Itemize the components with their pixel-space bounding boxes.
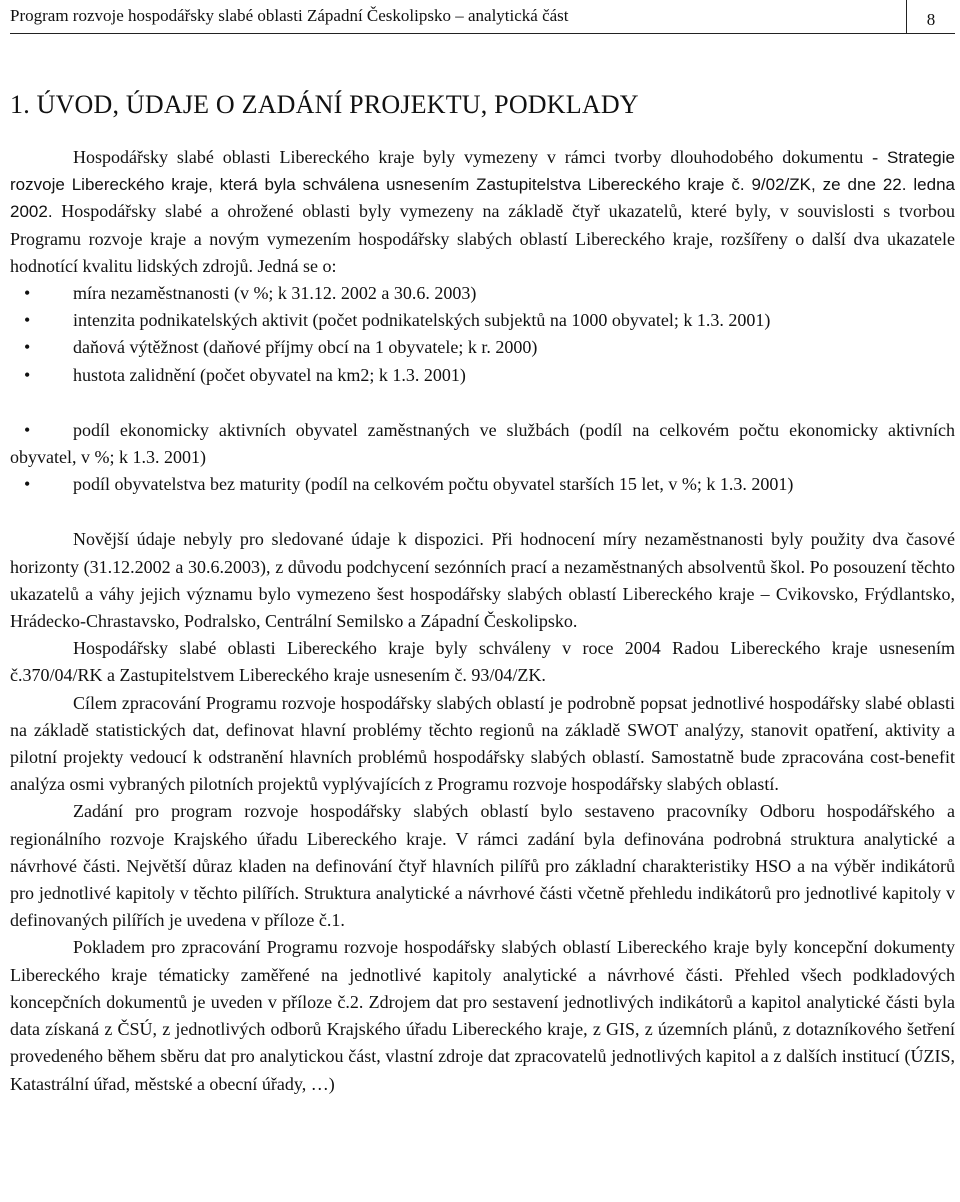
paragraph-data-sources: Novější údaje nebyly pro sledované údaje k dispozici. Při hodnocení míry nezaměstnanosti byly použity dva časové horizonty (31.12.2002 a 30.6.2003), z důvodu podchycení sezónních prací a nezaměstnaných absolventů škol. Po posouzení těchto ukazatelů a váhy jejich významu bylo vymezeno šest hospodářsky slabých oblastí Libereckého kraje – Cvikovsko, Frýdlantsko, Hrádecko-Chrastavsko, Podralsko, Centrální Semilsko a Západní Českolipsko. xyxy=(10,529,955,632)
document-page xyxy=(10,0,955,1098)
list-item-text: míra nezaměstnanosti (v %; k 31.12. 2002 a 30.6. 2003) xyxy=(73,283,477,304)
document-body xyxy=(10,144,955,1098)
paragraph-assignment: Zadání pro program rozvoje hospodářsky slabých oblastí bylo sestaveno pracovníky Odboru hospodářského a regionálního rozvoje Krajského úřadu Libereckého kraje. V rámci zadání byla definována podrobná struktura analytické a návrhové části. Největší důraz kladen na definování čtyř hlavních pilířů pro základní charakteristiky HSO a na výběr indikátorů pro jednotlivé kapitoly v těchto pilířích. Struktura analytické a návrhové části včetně přehledu indikátorů pro jednotlivé kapitoly v definovaných pilířích je uvedena v příloze č.1. xyxy=(10,801,955,931)
list-item xyxy=(10,471,955,498)
list-item xyxy=(10,307,955,334)
page-number: 8 xyxy=(906,0,955,33)
list-item xyxy=(10,334,955,361)
section-heading: 1. ÚVOD, ÚDAJE O ZADÁNÍ PROJEKTU, PODKLADY xyxy=(10,90,639,119)
indicator-list xyxy=(10,280,955,389)
list-item-text: podíl ekonomicky aktivních obyvatel zaměstnaných ve službách (podíl na celkovém počtu ekonomicky aktivních obyvatel, v %; k 1.3. 2001) xyxy=(10,419,955,468)
bullet-icon: • xyxy=(24,419,31,440)
bullet-icon: • xyxy=(24,474,31,495)
list-item xyxy=(10,362,955,389)
list-item xyxy=(10,280,955,307)
list-item-text: intenzita podnikatelských aktivit (počet podnikatelských subjektů na 1000 obyvatel; k 1.3. 2001) xyxy=(73,310,771,331)
spacer xyxy=(10,498,955,526)
spacer xyxy=(10,389,955,417)
list-item-text: daňová výtěžnost (daňové příjmy obcí na 1 obyvatele; k r. 2000) xyxy=(73,337,538,358)
bullet-icon: • xyxy=(24,283,31,304)
intro-text-b: Hospodářsky slabé a ohrožené oblasti byly vymezeny na základě čtyř ukazatelů, které byly, v souvislosti s tvorbou Programu rozvoje kraje a novým vymezením hospodářsky slabých oblastí Libereckého kraje, rozšířeny o další dva ukazatele hodnotící kvalitu lidských zdrojů. Jedná se o: xyxy=(10,201,955,276)
bullet-icon: • xyxy=(24,337,31,358)
page-header xyxy=(10,0,955,34)
bullet-icon: • xyxy=(24,364,31,385)
intro-paragraph xyxy=(10,144,955,280)
list-item xyxy=(10,417,955,471)
list-item-text: podíl obyvatelstva bez maturity (podíl na celkovém počtu obyvatel starších 15 let, v %; k 1.3. 2001) xyxy=(73,474,794,495)
header-title: Program rozvoje hospodářsky slabé oblasti Západní Českolipsko – analytická část xyxy=(10,6,569,25)
list-item-text: hustota zalidnění (počet obyvatel na km2; k 1.3. 2001) xyxy=(73,364,466,385)
paragraph-goal: Cílem zpracování Programu rozvoje hospodářsky slabých oblastí je podrobně popsat jednotlivé hospodářsky slabé oblasti na základě statistických dat, definovat hlavní problémy těchto regionů na základě SWOT analýzy, stanovit opatření, aktivity a pilotní projekty vedoucí k odstranění hlavních problémů hospodářsky slabých oblastí. Samostatně bude zpracována cost-benefit analýza osmi vybraných pilotních projektů vyplývajících z Programu rozvoje hospodářsky slabých oblastí. xyxy=(10,692,955,795)
paragraph-background-documents: Pokladem pro zpracování Programu rozvoje hospodářsky slabých oblastí Libereckého kraje byly koncepční dokumenty Libereckého kraje tématicky zaměřené na jednotlivé kapitoly analytické a návrhové části. Přehled všech podkladových koncepčních dokumentů je uveden v příloze č.2. Zdrojem dat pro sestavení jednotlivých indikátorů a kapitol analytické části byla data získaná z ČSÚ, z jednotlivých odborů Krajského úřadu Libereckého kraje, z GIS, z územních plánů, z dotazníkového šetření provedeného během sběru dat pro analytickou část, vlastní zdroje dat zpracovatelů jednotlivých kapitol a z dalších institucí (ÚZIS, Katastrální úřad, městské a obecní úřady, …) xyxy=(10,937,955,1094)
bullet-icon: • xyxy=(24,310,31,331)
intro-text-a: Hospodářsky slabé oblasti Libereckého kraje byly vymezeny v rámci tvorby dlouhodobého dokumentu - xyxy=(73,147,887,167)
paragraph-approval: Hospodářsky slabé oblasti Libereckého kraje byly schváleny v roce 2004 Radou Libereckého kraje usnesením č.370/04/RK a Zastupitelstvem Libereckého kraje usnesením č. 93/04/ZK. xyxy=(10,638,955,686)
extra-indicator-list xyxy=(10,417,955,499)
intro-text-strategy: Strategie rozvoje Libereckého kraje, která byla schválena usnesením Zastupitelstva Libereckého kraje č. 9/02/ZK, ze dne 22. ledna 2002. xyxy=(10,148,955,222)
